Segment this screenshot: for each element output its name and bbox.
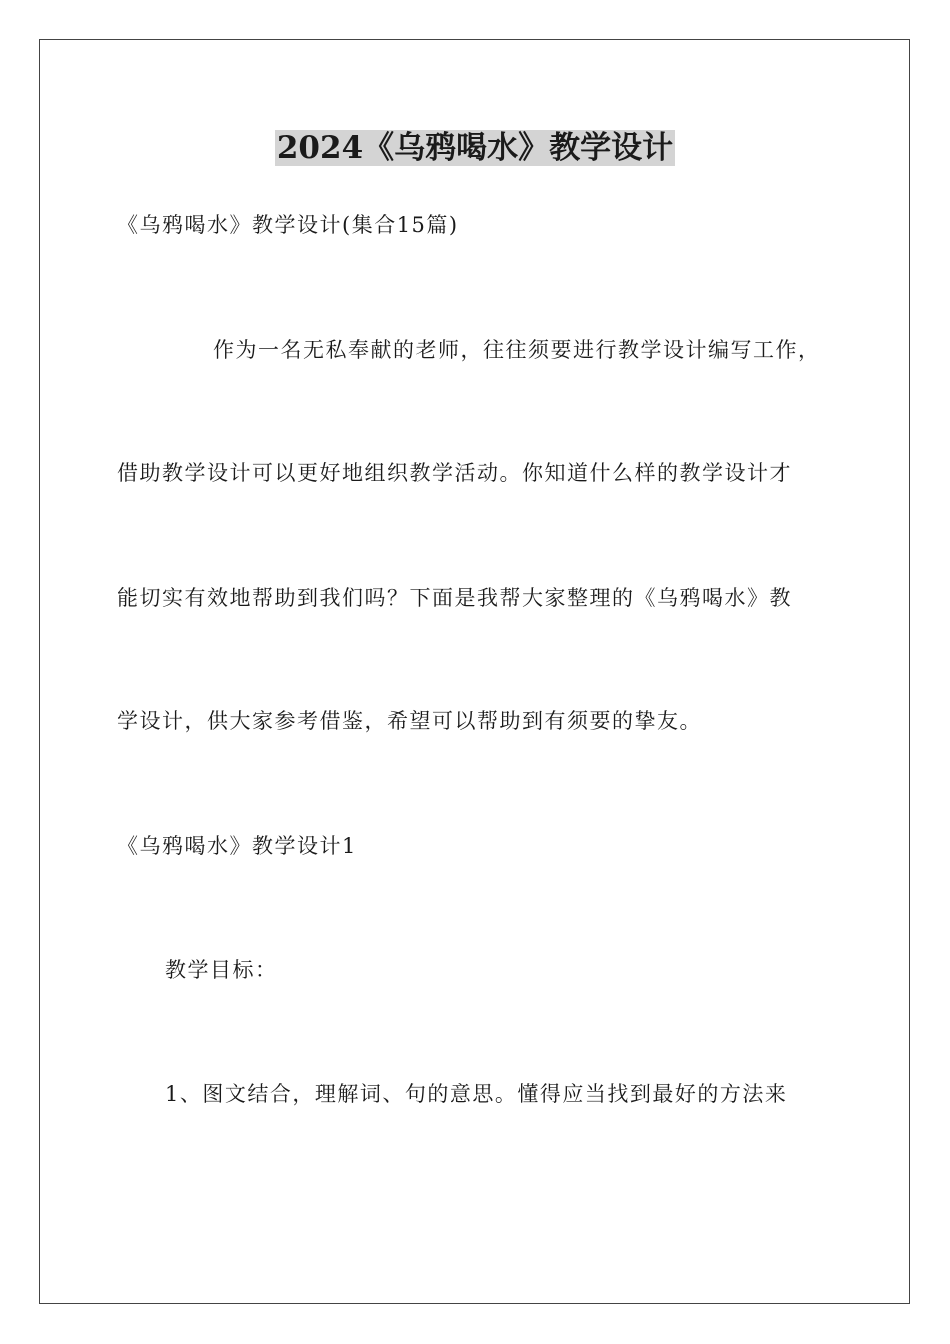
- title-highlight: 2024《乌鸦喝水》教学设计: [276, 130, 674, 166]
- intro-line-4: 学设计，供大家参考借鉴，希望可以帮助到有须要的挚友。: [117, 709, 702, 733]
- document-title: [0, 126, 950, 170]
- objective-1-line: 1、图文结合，理解词、句的意思。懂得应当找到最好的方法来: [165, 1082, 788, 1106]
- objectives-label: 教学目标：: [165, 958, 278, 982]
- intro-line-1: 作为一名无私奉献的老师，往往须要进行教学设计编写工作，: [213, 338, 821, 362]
- section-heading: 《乌鸦喝水》教学设计1: [117, 834, 357, 858]
- intro-line-2: 借助教学设计可以更好地组织教学活动。你知道什么样的教学设计才: [117, 461, 792, 485]
- intro-line-3: 能切实有效地帮助到我们吗？下面是我帮大家整理的《乌鸦喝水》教: [117, 586, 792, 610]
- document-subtitle: 《乌鸦喝水》教学设计(集合15篇): [117, 213, 459, 237]
